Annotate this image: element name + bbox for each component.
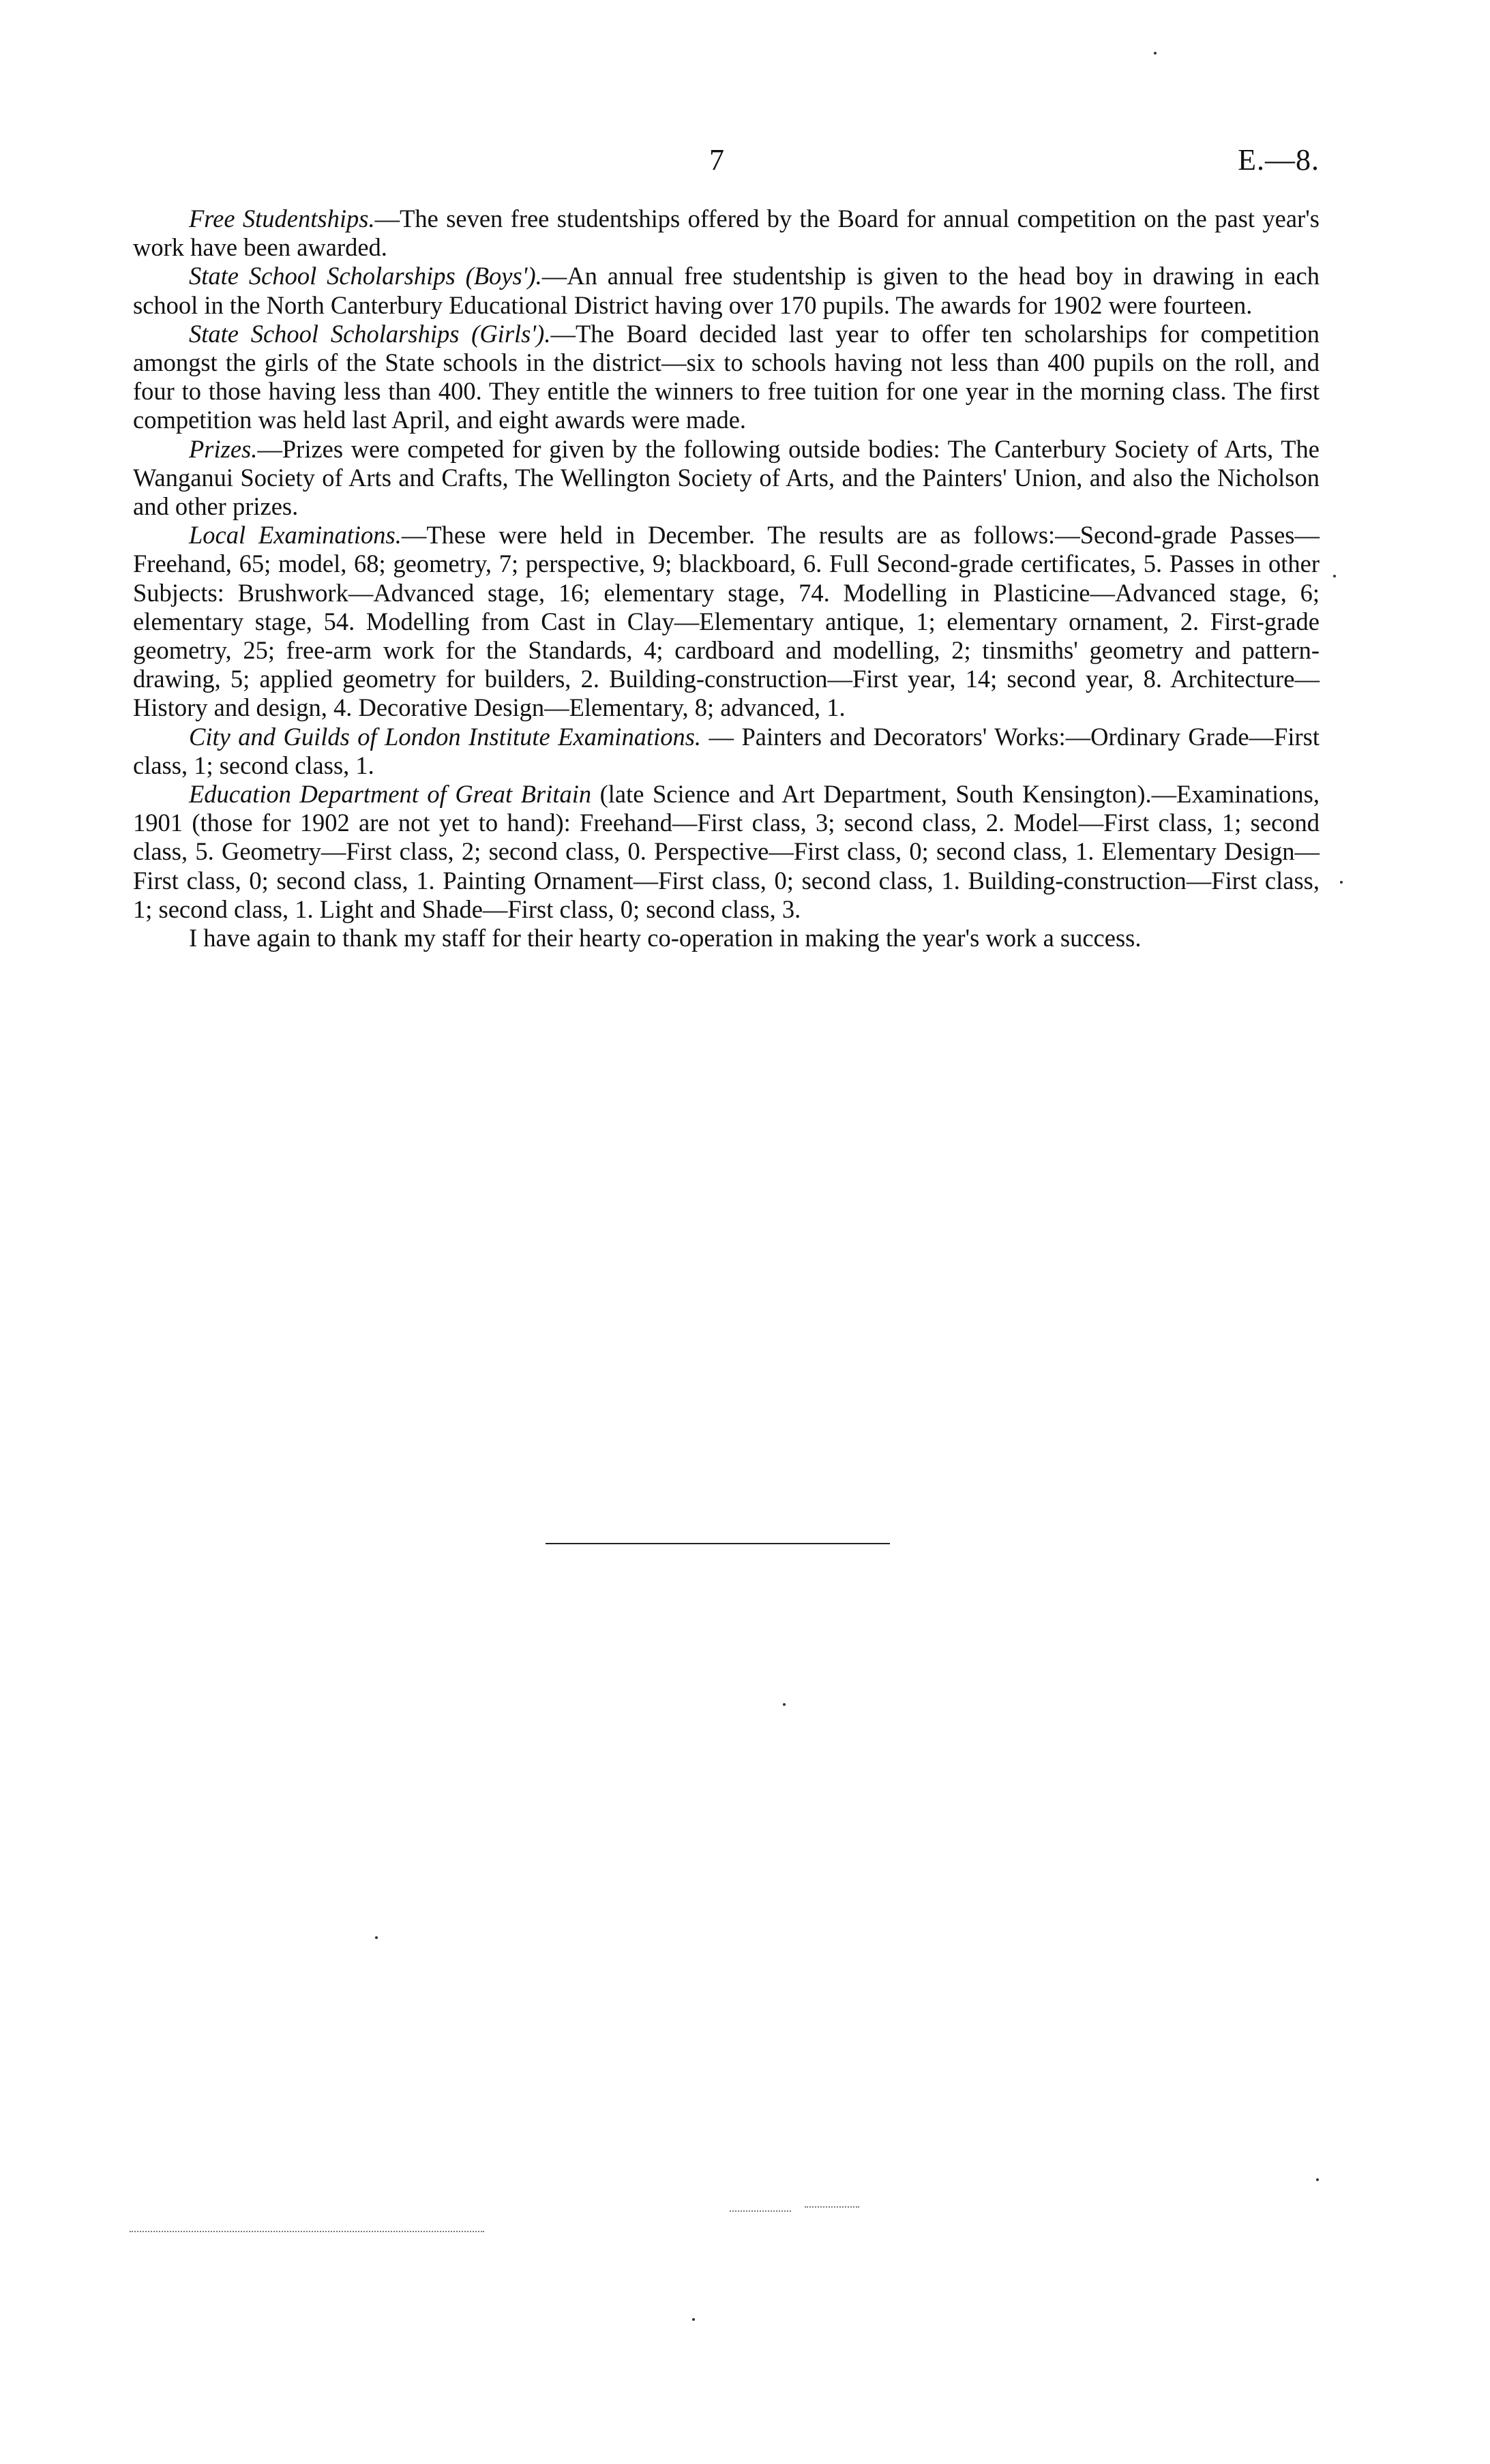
paragraph-title: Local Examinations. — [189, 521, 402, 550]
scan-speck — [692, 2318, 695, 2321]
scan-speck — [1340, 881, 1343, 884]
paragraph-text: —The Board decided last year to offer ten scholarships for competition amongst the girls of the State schools in the district—six to schools having not less than 400 pupils on the roll, and four to those having less than 400. They entitle the winners to free tuition for one year in the morning class. The first competition was held last April, and eight awards were made. — [133, 319, 1320, 434]
paragraph-title: State School Scholarships (Girls'). — [189, 319, 551, 348]
paragraph-text: (late Science and Art Department, South Kensington).—Examinations, 1901 (those for 1902 are not yet to hand): Freehand—First class, 3; second class, 2. Model—First class, 1; second class, 5. Geometry—First class, 2; second class, 0. Perspective—First class, 0; second class, 1. Elementary Design—First class, 0; second class, 1. Painting Ornament—First class, 0; second class, 1. Building-construction—First class, 1; second class, 1. Light and Shade—First class, 0; second class, 3. — [133, 780, 1320, 923]
paragraph-title: Education Department of Great Britain — [189, 780, 592, 809]
paragraph-education-department — [133, 780, 1320, 924]
scan-speck — [1154, 52, 1157, 55]
body-text — [133, 205, 1320, 952]
document-reference: E.—8. — [1238, 143, 1320, 177]
scan-speck — [783, 1703, 786, 1706]
paragraph-title: State School Scholarships (Boys'). — [189, 262, 542, 290]
paragraph-text: —An annual free studentship is given to the head boy in drawing in each school in the North Canterbury Educational District having over 170 pupils. The awards for 1902 were fourteen. — [133, 262, 1320, 319]
scan-speck — [1333, 575, 1336, 577]
scan-speck — [1316, 2178, 1319, 2181]
paragraph-city-and-guilds — [133, 723, 1320, 780]
scan-artifact-line — [730, 2210, 791, 2212]
page-header — [0, 140, 1490, 181]
paragraph-girls-scholarships — [133, 320, 1320, 435]
paragraph-closing — [133, 924, 1320, 952]
paragraph-free-studentships — [133, 205, 1320, 262]
paragraph-title: Prizes. — [189, 434, 258, 463]
paragraph-title: City and Guilds of London Institute Examinations. — [189, 722, 702, 751]
paragraph-text: —These were held in December. The results are as follows:—Second-grade Passes—Freehand, 65; model, 68; geometry, 7; perspective, 9; blackboard, 6. Full Second-grade certificates, 5. Passes in other Subjects: Brushwork—Advanced stage, 16; elementary stage, 74. Modelling in Plasticine—Advanced stage, 6; elementary stage, 54. Modelling from Cast in Clay—Elementary antique, 1; elementary ornament, 2. First-grade geometry, 25; free-arm work for the Standards, 4; cardboard and modelling, 2; tinsmiths' geometry and pattern-drawing, 5; applied geometry for builders, 2. Building-construction—First year, 14; second year, 8. Architecture—History and design, 4. Decorative Design—Elementary, 8; advanced, 1. — [133, 521, 1320, 722]
paragraph-text: —Prizes were competed for given by the following outside bodies: The Canterbury Society of Arts, The Wanganui Society of Arts and Crafts, The Wellington Society of Arts, and the Painters' Union, and also the Nicholson and other prizes. — [133, 434, 1320, 521]
paragraph-local-examinations — [133, 521, 1320, 722]
paragraph-text: — Painters and Decorators' Works:—Ordinary Grade—First class, 1; second class, 1. — [133, 722, 1320, 779]
section-divider-rule — [546, 1543, 890, 1544]
scan-artifact-line — [805, 2206, 859, 2208]
page-number: 7 — [709, 143, 724, 177]
scan-artifact-line — [130, 2231, 484, 2232]
paragraph-title: Free Studentships. — [189, 205, 375, 232]
paragraph-text: —The seven free studentships offered by the Board for annual competition on the past year's work have been awarded. — [133, 205, 1320, 262]
paragraph-prizes — [133, 435, 1320, 522]
paragraph-boys-scholarships — [133, 262, 1320, 319]
scan-speck — [375, 1936, 378, 1939]
paragraph-text: I have again to thank my staff for their hearty co-operation in making the year's work a success. — [189, 924, 1142, 952]
